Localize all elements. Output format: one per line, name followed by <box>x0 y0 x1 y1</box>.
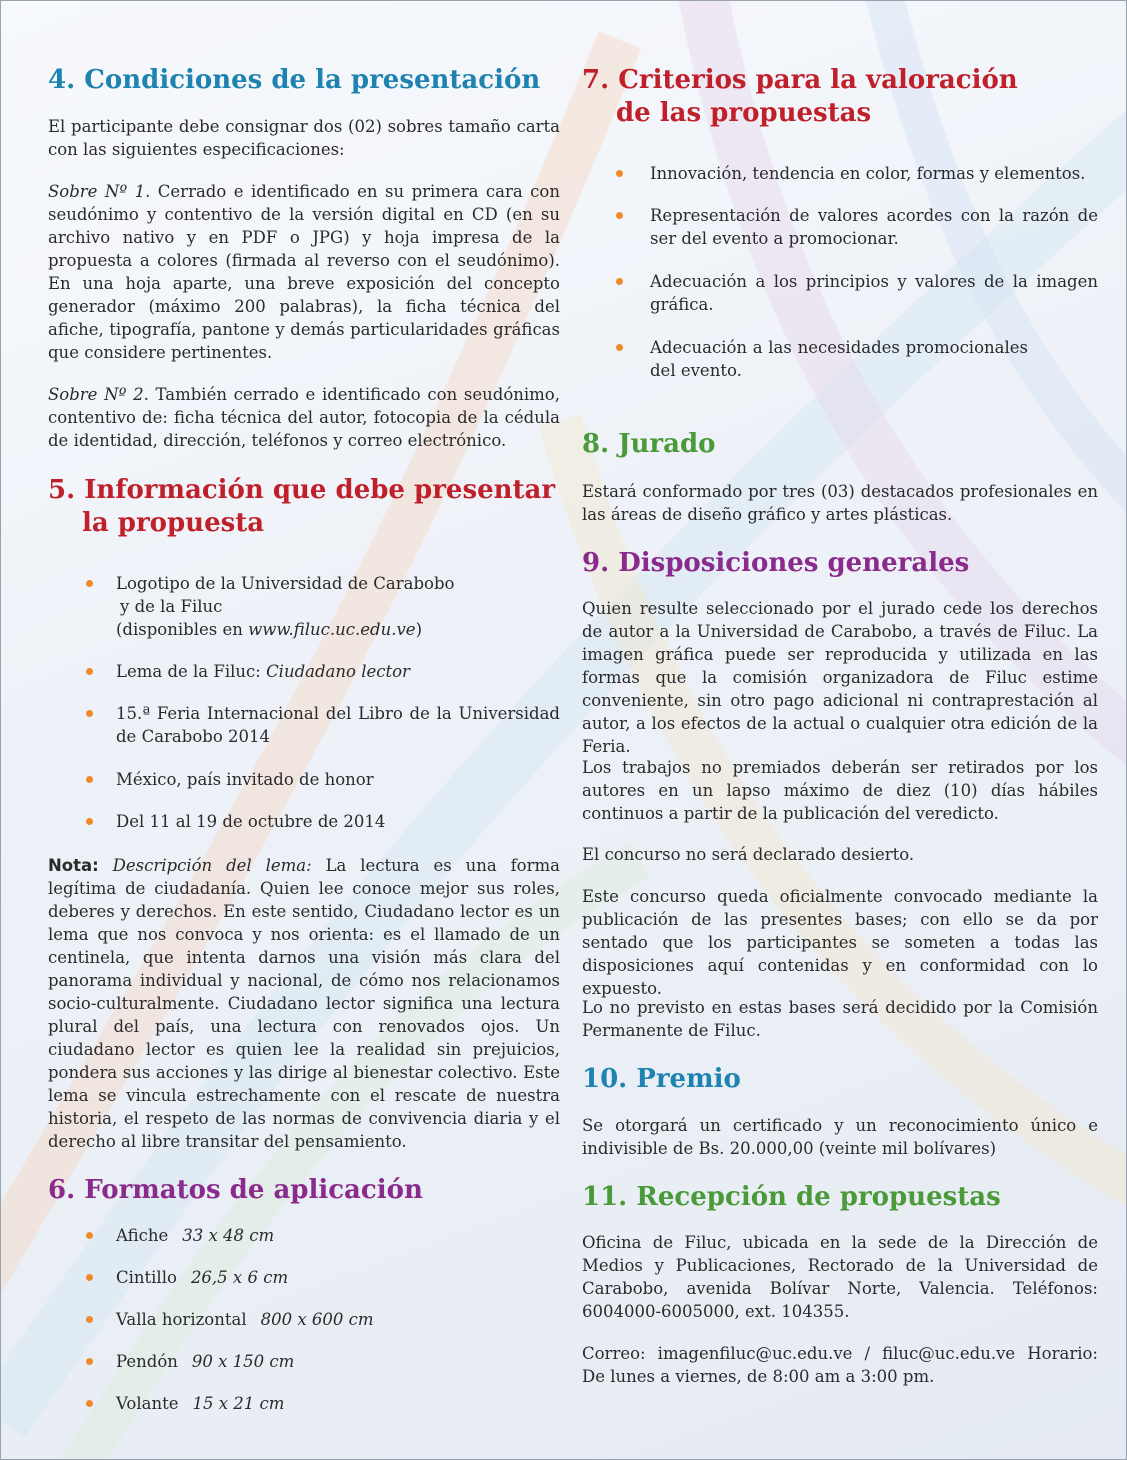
section-9-p5: Lo no previsto en estas bases será decidido por la Comisión Permanente de Filuc. <box>582 998 1098 1040</box>
format-size: 90 x 150 cm <box>191 1352 295 1371</box>
lema-text: Ciudadano lector <box>266 662 410 681</box>
section-5-title-line-1: 5. Información que debe presentar <box>48 475 556 505</box>
bullet-icon <box>86 580 93 587</box>
bullet-icon <box>616 344 623 351</box>
section-11-p1: Oficina de Filuc, ubicada en la sede de la Dirección de Medios y Publicaciones, Rectorado de la Universidad de Carabobo, avenida Bolívar Norte, Valencia. Teléfonos: 6004000-6005000, ext. 104355. <box>582 1233 1098 1321</box>
section-5-title <box>48 474 555 540</box>
bullet-icon <box>86 776 93 783</box>
bullet-icon <box>86 1358 93 1365</box>
filuc-url: www.filuc.uc.edu.ve <box>248 620 416 639</box>
sobre-1-text: Cerrado e identificado en su primera cara con seudónimo y contentivo de la versión digital en CD (en su archivo nativo y en PDF o JPG) y hoja impresa de la propuesta a colores (firmada al reverso con el seudónimo). En una hoja aparte, una breve exposición del concepto generador (máximo 200 palabras), la ficha técnica del afiche, tipografía, pantone y demás particularidades gráficas que considere pertinentes. <box>48 182 560 362</box>
bullet-icon <box>616 278 623 285</box>
sobre-1-label: Sobre Nº 1. <box>48 182 151 201</box>
sobre-2-text: También cerrado e identificado con seudónimo, contentivo de: ficha técnica del autor, fotocopia de la cédula de identidad, dirección, teléfonos y correo electrónico. <box>48 385 560 450</box>
section-4-title: 4. Condiciones de la presentación <box>48 65 541 95</box>
sobre-2-label: Sobre Nº 2. <box>48 385 149 404</box>
section-11-p2: Correo: imagenfiluc@uc.edu.ve / filuc@uc.edu.ve Horario: De lunes a viernes, de 8:00 am a 3:00 pm. <box>582 1344 1098 1386</box>
format-name: Valla horizontal <box>116 1310 247 1329</box>
section-7-title <box>582 64 1018 130</box>
bullet-icon <box>616 170 623 177</box>
format-item <box>48 1266 560 1289</box>
list-item <box>48 572 560 641</box>
list-item-text: Lema de la Filuc: <box>116 662 267 681</box>
format-name: Cintillo <box>116 1268 177 1287</box>
format-item <box>48 1350 560 1373</box>
section-8-text: Estará conformado por tres (03) destacados profesionales en las áreas de diseño gráfico y artes plásticas. <box>582 482 1098 524</box>
list-item <box>48 810 560 833</box>
format-item <box>48 1308 560 1331</box>
format-size: 33 x 48 cm <box>182 1226 275 1245</box>
section-6-title: 6. Formatos de aplicación <box>48 1175 423 1205</box>
list-item-text: Del 11 al 19 de octubre de 2014 <box>116 812 386 831</box>
list-item-text <box>116 618 560 641</box>
section-11-title: 11. Recepción de propuestas <box>582 1182 1001 1212</box>
note-text: La lectura es una forma legítima de ciudadanía. Quien lee conoce mejor sus roles, deberes y derechos. En este sentido, Ciudadano lector es un lema que nos convoca y nos orienta: es el llamado de un centinela, que intenta darnos una visión más clara del panorama individual y nacional, de cómo nos relacionamos socio-culturalmente. Ciudadano lector significa una lectura plural del país, una lectura con renovados ojos. Un ciudadano lector es quien lee la realidad sin prejuicios, pondera sus acciones y las dirige al bienestar colectivo. Este lema se vincula estrechamente con el rescate de nuestra historia, el respeto de las normas de convivencia diaria y el derecho al libre transitar del pensamiento. <box>48 856 560 1151</box>
bullet-icon <box>616 212 623 219</box>
bullet-icon <box>86 1316 93 1323</box>
format-name: Afiche <box>116 1226 169 1245</box>
note-label: Nota: <box>48 856 99 875</box>
bullet-icon <box>86 818 93 825</box>
section-9-p2: Los trabajos no premiados deberán ser retirados por los autores en un lapso máximo de diez (10) días hábiles continuos a partir de la publicación del veredicto. <box>582 758 1098 823</box>
list-item-text: y de la Filuc <box>120 597 223 616</box>
format-size: 15 x 21 cm <box>192 1394 285 1413</box>
section-7-title-line-2: de las propuestas <box>616 98 872 128</box>
note-italic: Descripción del lema: <box>98 856 312 875</box>
bullet-icon <box>86 710 93 717</box>
format-item <box>48 1392 560 1415</box>
list-item-text: México, país invitado de honor <box>116 770 374 789</box>
section-5-title-line-2: la propuesta <box>82 508 265 538</box>
list-item-text: Logotipo de la Universidad de Carabobo <box>116 574 455 593</box>
section-9-p3: El concurso no será declarado desierto. <box>582 845 915 864</box>
bullet-icon <box>86 1232 93 1239</box>
list-item <box>48 768 560 791</box>
section-4-sobre-1 <box>48 180 560 364</box>
criteria-text: Representación de valores acordes con la razón de ser del evento a promocionar. <box>650 206 1098 248</box>
section-9-p1: Quien resulte seleccionado por el jurado cede los derechos de autor a la Universidad de Carabobo, a través de Filuc. La imagen gráfica puede ser reproducida y utilizada en las formas que la comisión organizadora de Filuc estime conveniente, sin otro pago adicional ni contraprestación al autor, a los efectos de la actual o cualquier otra edición de la Feria. <box>582 599 1098 756</box>
section-9-title: 9. Disposiciones generales <box>582 548 970 578</box>
section-8-title: 8. Jurado <box>582 429 716 459</box>
criteria-item <box>582 162 1098 185</box>
section-5-note <box>48 854 560 1153</box>
criteria-text: Innovación, tendencia en color, formas y elementos. <box>650 164 1086 183</box>
list-item <box>48 702 560 748</box>
section-9-p4: Este concurso queda oficialmente convocado mediante la publicación de las presentes bases; con ello se da por sentado que los participantes se someten a todas las disposiciones aquí contenidas y en conformidad con lo expuesto. <box>582 887 1098 998</box>
format-size: 26,5 x 6 cm <box>190 1268 289 1287</box>
bullet-icon <box>86 668 93 675</box>
format-item <box>48 1224 560 1247</box>
text: ) <box>415 620 422 639</box>
criteria-item <box>582 270 1098 316</box>
criteria-item <box>582 204 1098 250</box>
section-7-title-line-1: 7. Criterios para la valoración <box>582 65 1018 95</box>
format-name: Pendón <box>116 1352 178 1371</box>
criteria-text: Adecuación a los principios y valores de la imagen gráfica. <box>650 272 1098 314</box>
section-10-title: 10. Premio <box>582 1064 741 1094</box>
list-item <box>48 660 560 683</box>
bullet-icon <box>86 1274 93 1281</box>
text: (disponibles en <box>116 620 249 639</box>
criteria-text: Adecuación a las necesidades promocionales del evento. <box>650 338 1028 380</box>
format-size: 800 x 600 cm <box>260 1310 374 1329</box>
list-item-text: 15.ª Feria Internacional del Libro de la Universidad de Carabobo 2014 <box>116 704 560 746</box>
section-4-intro: El participante debe consignar dos (02) sobres tamaño carta con las siguientes especificaciones: <box>48 117 560 159</box>
section-10-text: Se otorgará un certificado y un reconocimiento único e indivisible de Bs. 20.000,00 (veinte mil bolívares) <box>582 1116 1098 1158</box>
bullet-icon <box>86 1400 93 1407</box>
criteria-item <box>582 336 1098 382</box>
section-4-sobre-2 <box>48 383 560 452</box>
format-name: Volante <box>116 1394 179 1413</box>
